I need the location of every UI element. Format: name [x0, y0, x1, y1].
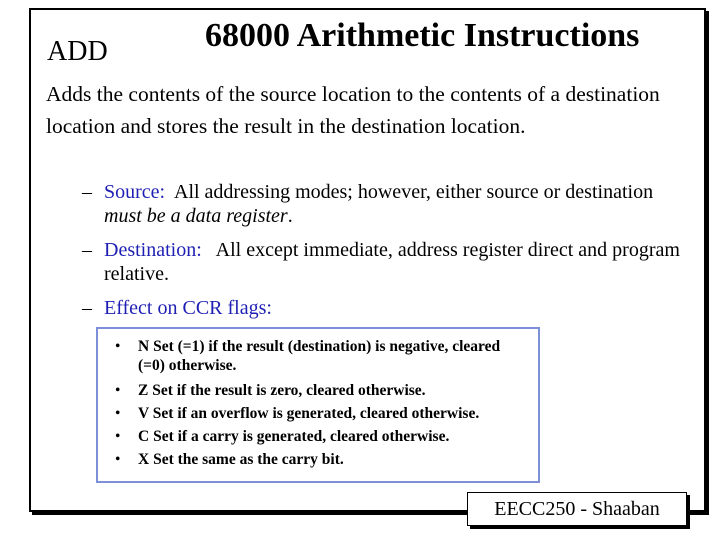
flag-item-v: • V Set if an overflow is generated, cleared otherwise. — [112, 402, 530, 425]
source-end: . — [287, 205, 293, 227]
bullet-dot: • — [115, 451, 121, 468]
ccr-label: Effect on CCR flags: — [104, 297, 272, 319]
bullet-dot: • — [115, 382, 121, 399]
bullet-list — [82, 180, 682, 330]
dash-bullet: – — [82, 239, 92, 261]
flag-item-z: • Z Set if the result is zero, cleared otherwise. — [112, 379, 530, 402]
bullet-destination — [82, 238, 682, 286]
slide-title: 68000 Arithmetic Instructions — [205, 17, 640, 54]
bullet-dot: • — [115, 405, 121, 422]
destination-label: Destination: — [104, 239, 202, 261]
ccr-flags-box — [96, 327, 540, 483]
bullet-dot: • — [115, 428, 121, 445]
dash-bullet: – — [82, 297, 92, 319]
source-emphasis: must be a data register — [104, 205, 288, 227]
destination-text: All except immediate, address register direct and program relative. — [104, 239, 680, 285]
ccr-flags-list — [112, 337, 530, 471]
bullet-ccr — [82, 296, 682, 320]
bullet-source — [82, 180, 682, 228]
source-label: Source: — [104, 181, 166, 203]
section-label: ADD — [47, 36, 108, 67]
intro-paragraph: Adds the contents of the source location to the contents of a destination location and stores the result in the destination location. — [46, 82, 660, 138]
bullet-dot: • — [115, 338, 121, 355]
footer-badge: EECC250 - Shaaban — [467, 492, 687, 526]
flag-item-c: • C Set if a carry is generated, cleared otherwise. — [112, 425, 530, 448]
flag-item-n: • N Set (=1) if the result (destination) is negative, cleared (=0) otherwise. — [115, 338, 501, 374]
source-text: All addressing modes; however, either source or destination — [174, 181, 654, 203]
flag-item-x: • X Set the same as the carry bit. — [112, 448, 530, 471]
dash-bullet: – — [82, 181, 92, 203]
